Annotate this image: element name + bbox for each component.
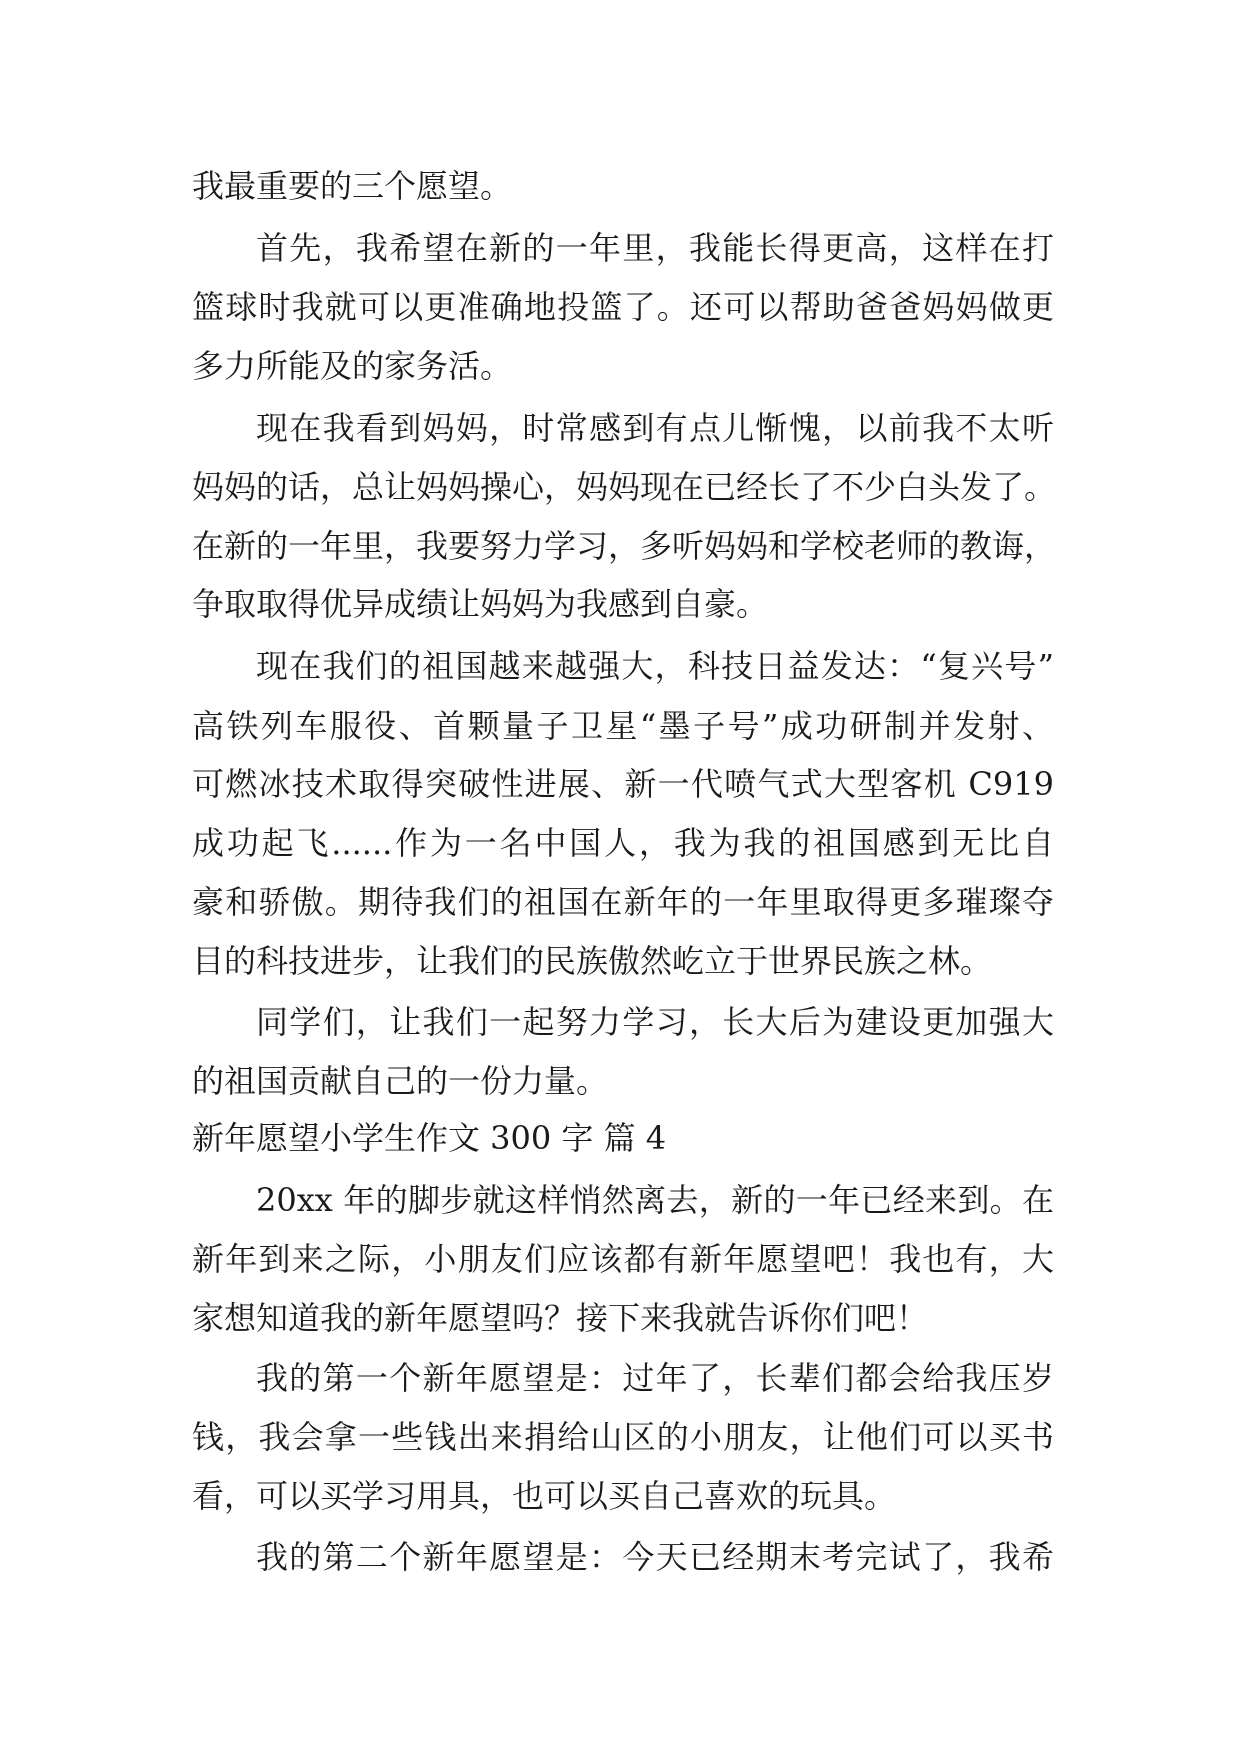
text-line: 看，可以买学习用具，也可以买自己喜欢的玩具。 [192, 1477, 897, 1515]
text-line: 新年到来之际，小朋友们应该都有新年愿望吧！我也有，大 [192, 1240, 1054, 1278]
text-line: 钱，我会拿一些钱出来捐给山区的小朋友，让他们可以买书 [192, 1418, 1054, 1456]
text-line: 家想知道我的新年愿望吗？接下来我就告诉你们吧！ [192, 1299, 929, 1337]
text-line: 我的第二个新年愿望是：今天已经期末考完试了，我希 [256, 1538, 1054, 1576]
section-heading: 新年愿望小学生作文 300 字 篇 4 [192, 1119, 667, 1157]
text-line: 现在我看到妈妈，时常感到有点儿惭愧，以前我不太听 [256, 409, 1054, 447]
text-line: 现在我们的祖国越来越强大，科技日益发达：“复兴号” [256, 647, 1054, 685]
text-line: 同学们，让我们一起努力学习，长大后为建设更加强大 [256, 1003, 1054, 1041]
text-line: 目的科技进步，让我们的民族傲然屹立于世界民族之林。 [192, 942, 993, 980]
text-line: 我最重要的三个愿望。 [192, 167, 513, 205]
text-line: 的祖国贡献自己的一份力量。 [192, 1062, 609, 1100]
text-line: 多力所能及的家务活。 [192, 347, 513, 385]
text-line: 我的第一个新年愿望是：过年了，长辈们都会给我压岁 [256, 1359, 1054, 1397]
text-line: 可燃冰技术取得突破性进展、新一代喷气式大型客机 C919 [192, 765, 1054, 803]
text-line: 妈妈的话，总让妈妈操心，妈妈现在已经长了不少白头发了。 [192, 468, 1057, 506]
text-line: 首先，我希望在新的一年里，我能长得更高，这样在打 [256, 229, 1054, 267]
text-line: 高铁列车服役、首颗量子卫星“墨子号”成功研制并发射、 [192, 707, 1054, 745]
text-line: 争取取得优异成绩让妈妈为我感到自豪。 [192, 585, 769, 623]
text-line: 篮球时我就可以更准确地投篮了。还可以帮助爸爸妈妈做更 [192, 288, 1054, 326]
text-line: 豪和骄傲。期待我们的祖国在新年的一年里取得更多璀璨夺 [192, 883, 1054, 921]
text-line: 20xx 年的脚步就这样悄然离去，新的一年已经来到。在 [256, 1181, 1054, 1219]
text-line: 成功起飞......作为一名中国人，我为我的祖国感到无比自 [192, 824, 1054, 862]
text-line: 在新的一年里，我要努力学习，多听妈妈和学校老师的教诲， [192, 527, 1057, 565]
